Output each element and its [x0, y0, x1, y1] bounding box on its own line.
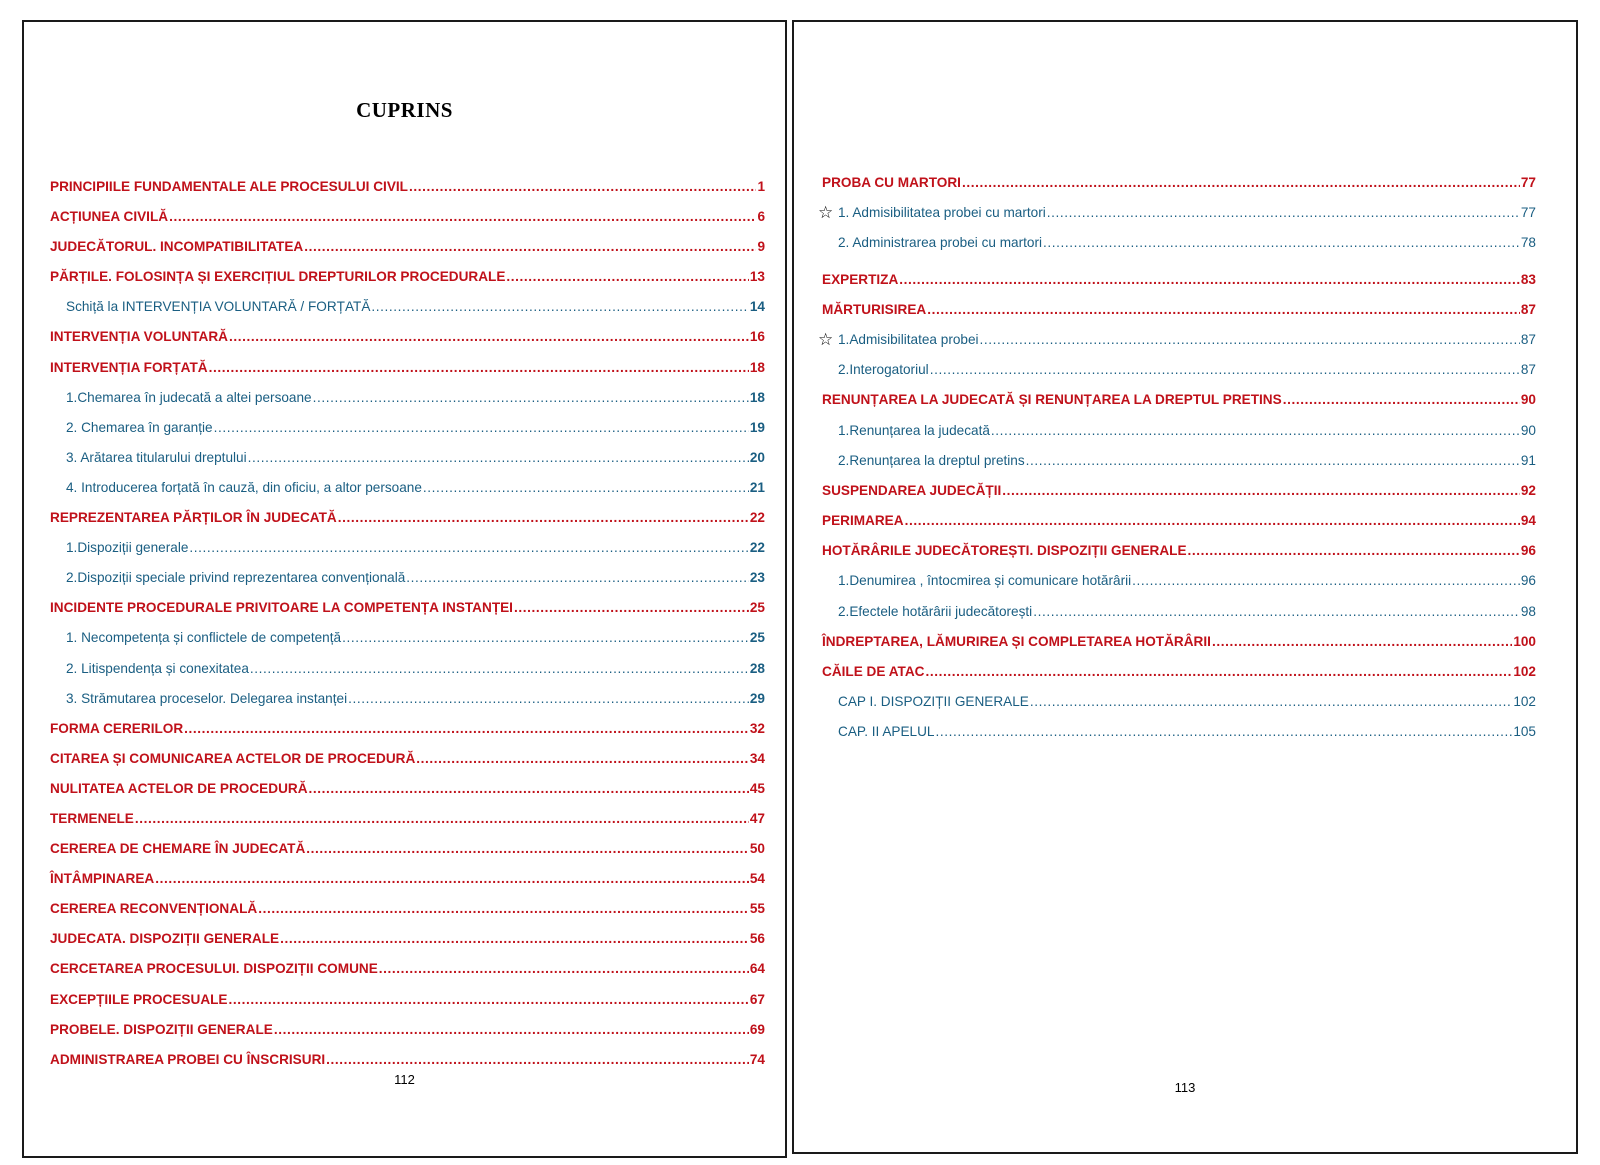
star-icon: ☆: [818, 329, 834, 349]
leader-dots: [1212, 627, 1512, 657]
toc-entry-label: 1.Dispoziții generale: [66, 540, 189, 556]
toc-entry[interactable]: [822, 536, 1536, 566]
toc-page-number: 21: [749, 479, 765, 495]
toc-page-number: 29: [749, 690, 765, 706]
leader-dots: [313, 383, 749, 413]
table-of-contents: [50, 172, 765, 1075]
leader-dots: [309, 774, 749, 804]
toc-page-number: 18: [749, 359, 765, 375]
toc-page-number: 96: [1520, 543, 1536, 559]
toc-page-number: 47: [749, 810, 765, 826]
toc-page-number: 90: [1520, 392, 1536, 408]
toc-page-number: 22: [749, 510, 765, 526]
toc-entry[interactable]: [50, 202, 765, 232]
toc-subentry[interactable]: [822, 687, 1536, 717]
toc-page-number: 9: [757, 239, 765, 255]
toc-entry-label: CĂILE DE ATAC: [822, 664, 925, 679]
toc-entry-label: JUDECĂTORUL. INCOMPATIBILITATEA: [50, 239, 304, 255]
toc-subentry[interactable]: [50, 533, 765, 563]
leader-dots: [214, 413, 749, 443]
page-right: [792, 20, 1578, 1154]
toc-entry[interactable]: [50, 774, 765, 804]
toc-entry[interactable]: [50, 503, 765, 533]
toc-entry[interactable]: [822, 168, 1536, 198]
toc-page-number: 83: [1520, 271, 1536, 287]
toc-entry-label: PROBA CU MARTORI: [822, 175, 961, 190]
toc-page-number: 102: [1513, 664, 1536, 679]
leader-dots: [409, 172, 756, 202]
leader-dots: [135, 804, 749, 834]
leader-dots: [905, 506, 1520, 536]
leader-dots: [1188, 536, 1520, 566]
toc-entry-label: NULITATEA ACTELOR DE PROCEDURĂ: [50, 780, 308, 796]
toc-entry-label: INTERVENȚIA VOLUNTARĂ: [50, 329, 228, 345]
toc-subentry[interactable]: [50, 563, 765, 593]
toc-entry-label: 2. Chemarea în garanție: [66, 419, 213, 435]
toc-subentry[interactable]: [818, 198, 1536, 228]
toc-entry-label: EXPERTIZA: [822, 271, 899, 287]
toc-subentry[interactable]: [50, 654, 765, 684]
toc-entry-label: CAP. II APELUL: [838, 724, 935, 740]
toc-page-number: 74: [749, 1051, 765, 1067]
toc-entry-label: 1.Chemarea în judecată a altei persoane: [66, 389, 312, 405]
toc-page-number: 100: [1513, 633, 1536, 649]
toc-subentry[interactable]: [822, 228, 1536, 258]
leader-dots: [925, 657, 1512, 687]
leader-dots: [348, 684, 749, 714]
leader-dots: [229, 322, 749, 352]
leader-dots: [899, 265, 1520, 295]
toc-page-number: 19: [749, 419, 765, 435]
toc-page-number: 77: [1520, 205, 1536, 221]
toc-subentry[interactable]: [50, 623, 765, 653]
toc-entry[interactable]: [50, 232, 765, 262]
toc-subentry[interactable]: [822, 597, 1536, 627]
leader-dots: [258, 894, 749, 924]
leader-dots: [506, 262, 748, 292]
toc-page-number: 69: [749, 1021, 765, 1037]
leader-dots: [250, 654, 749, 684]
leader-dots: [338, 503, 749, 533]
leader-dots: [1283, 385, 1520, 415]
toc-page-number: 45: [749, 780, 765, 796]
toc-page-number: 14: [749, 299, 765, 315]
toc-entry-label: HOTĂRÂRILE JUDECĂTOREȘTI. DISPOZIȚII GENERALE: [822, 543, 1187, 559]
toc-entry-label: JUDECATA. DISPOZIȚII GENERALE: [50, 931, 280, 947]
toc-entry-label: 3. Strămutarea proceselor. Delegarea instanței: [66, 690, 348, 706]
toc-entry-label: EXCEPȚIILE PROCESUALE: [50, 991, 228, 1007]
leader-dots: [184, 714, 749, 744]
toc-page-number: 22: [749, 540, 765, 556]
leader-dots: [1033, 597, 1520, 627]
toc-entry-label: 2.Dispoziții speciale privind reprezentarea convențională: [66, 570, 406, 586]
toc-subentry[interactable]: [50, 292, 765, 322]
toc-page-number: 54: [749, 871, 765, 887]
toc-subentry[interactable]: [50, 473, 765, 503]
toc-subentry[interactable]: [822, 446, 1536, 476]
toc-entry[interactable]: [822, 385, 1536, 415]
toc-entry[interactable]: [50, 985, 765, 1015]
toc-subentry[interactable]: [822, 416, 1536, 446]
leader-dots: [229, 985, 749, 1015]
page-number-footer: 112: [394, 1072, 415, 1087]
toc-entry-label: 1. Admisibilitatea probei cu martori: [838, 205, 1046, 221]
leader-dots: [1030, 687, 1512, 717]
toc-page-number: 87: [1520, 362, 1536, 378]
toc-page-number: 105: [1513, 724, 1536, 740]
toc-entry-label: ÎNTÂMPINAREA: [50, 871, 155, 887]
leader-dots: [980, 325, 1520, 355]
toc-page-number: 20: [749, 449, 765, 465]
toc-page-number: 102: [1513, 694, 1536, 710]
leader-dots: [416, 744, 749, 774]
toc-page-number: 25: [749, 630, 765, 646]
toc-entry[interactable]: [50, 1045, 765, 1075]
toc-page-number: 91: [1520, 452, 1536, 468]
toc-entry[interactable]: [822, 506, 1536, 536]
toc-entry[interactable]: [50, 804, 765, 834]
toc-entry[interactable]: [50, 322, 765, 352]
toc-page-number: 25: [749, 600, 765, 616]
toc-page-number: 1: [757, 179, 765, 194]
leader-dots: [1026, 446, 1520, 476]
toc-page-number: 94: [1520, 513, 1536, 529]
leader-dots: [1002, 476, 1520, 506]
toc-page-number: 67: [749, 991, 765, 1007]
toc-page-number: 6: [757, 209, 765, 225]
toc-entry-label: CERCETAREA PROCESULUI. DISPOZIȚII COMUNE: [50, 961, 378, 977]
toc-subentry[interactable]: [50, 684, 765, 714]
toc-entry-label: INCIDENTE PROCEDURALE PRIVITOARE LA COMPETENȚA INSTANȚEI: [50, 600, 513, 616]
toc-entry[interactable]: [50, 353, 765, 383]
leader-dots: [1132, 566, 1520, 596]
toc-entry-label: 1.Renunțarea la judecată: [838, 422, 990, 438]
leader-dots: [280, 924, 749, 954]
leader-dots: [169, 202, 756, 232]
toc-entry-label: ÎNDREPTAREA, LĂMURIREA ȘI COMPLETAREA HOTĂRÂRII: [822, 633, 1211, 649]
leader-dots: [155, 864, 749, 894]
toc-subentry[interactable]: [50, 383, 765, 413]
toc-entry[interactable]: [50, 262, 765, 292]
toc-page-number: 16: [749, 329, 765, 345]
page-number-footer: 113: [1174, 1080, 1196, 1095]
toc-entry-label: 3. Arătarea titularului dreptului: [66, 449, 247, 465]
toc-entry-label: CEREREA DE CHEMARE ÎN JUDECATĂ: [50, 841, 306, 857]
page-left: [22, 20, 787, 1158]
toc-subentry[interactable]: [822, 717, 1536, 747]
toc-page-number: 18: [749, 389, 765, 405]
page-title: CUPRINS: [356, 98, 453, 122]
toc-page-number: 50: [749, 841, 765, 857]
toc-entry[interactable]: [822, 657, 1536, 687]
toc-page-number: 32: [749, 720, 765, 736]
toc-entry[interactable]: [822, 265, 1536, 295]
leader-dots: [304, 232, 756, 262]
toc-page-number: 28: [749, 660, 765, 676]
toc-entry-label: PĂRȚILE. FOLOSINȚA ȘI EXERCIȚIUL DREPTURILOR PROCEDURALE: [50, 269, 506, 285]
leader-dots: [209, 353, 749, 383]
toc-page-number: 23: [749, 570, 765, 586]
toc-entry[interactable]: [822, 476, 1536, 506]
toc-subentry[interactable]: [50, 443, 765, 473]
leader-dots: [406, 563, 749, 593]
toc-page-number: 56: [749, 931, 765, 947]
leader-dots: [274, 1015, 749, 1045]
toc-entry-label: RENUNȚAREA LA JUDECATĂ ȘI RENUNȚAREA LA DREPTUL PRETINS: [822, 392, 1282, 408]
leader-dots: [991, 416, 1520, 446]
toc-page-number: 87: [1520, 331, 1536, 347]
toc-page-number: 78: [1520, 235, 1536, 251]
toc-entry-label: REPREZENTAREA PĂRȚILOR ÎN JUDECATĂ: [50, 510, 337, 526]
toc-entry-label: Schiță la INTERVENȚIA VOLUNTARĂ / FORȚATĂ: [66, 299, 371, 315]
toc-entry-label: FORMA CERERILOR: [50, 720, 184, 736]
toc-entry-label: PROBELE. DISPOZIȚII GENERALE: [50, 1021, 273, 1037]
toc-entry-label: SUSPENDAREA JUDECĂȚII: [822, 482, 1002, 498]
toc-entry-label: 1.Admisibilitatea probei: [838, 331, 979, 347]
toc-entry-label: CAP I. DISPOZIȚII GENERALE: [838, 694, 1029, 710]
toc-page-number: 77: [1520, 175, 1536, 190]
table-of-contents: [818, 168, 1536, 748]
leader-dots: [1047, 198, 1520, 228]
leader-dots: [1043, 228, 1520, 258]
toc-entry[interactable]: [50, 1015, 765, 1045]
toc-entry-label: 2. Litispendența și conexitatea: [66, 660, 249, 676]
toc-page-number: 92: [1520, 482, 1536, 498]
star-icon: ☆: [818, 203, 834, 223]
toc-entry-label: ACȚIUNEA CIVILĂ: [50, 209, 169, 225]
leader-dots: [935, 717, 1512, 747]
toc-entry[interactable]: [50, 954, 765, 984]
leader-dots: [371, 292, 748, 322]
toc-page-number: 64: [749, 961, 765, 977]
toc-entry-label: PRINCIPIILE FUNDAMENTALE ALE PROCESULUI CIVIL: [50, 179, 408, 194]
toc-entry[interactable]: [50, 744, 765, 774]
toc-page-number: 87: [1520, 301, 1536, 317]
toc-entry-label: CEREREA RECONVENȚIONALĂ: [50, 901, 258, 917]
leader-dots: [962, 168, 1520, 198]
toc-entry[interactable]: [822, 627, 1536, 657]
leader-dots: [514, 593, 749, 623]
leader-dots: [423, 473, 749, 503]
leader-dots: [189, 533, 748, 563]
toc-entry-label: MĂRTURISIREA: [822, 301, 927, 317]
toc-subentry[interactable]: [50, 413, 765, 443]
toc-entry-label: 2.Efectele hotărârii judecătorești: [838, 603, 1033, 619]
leader-dots: [248, 443, 749, 473]
toc-entry-label: 2.Interogatoriul: [838, 362, 929, 378]
toc-entry[interactable]: [822, 295, 1536, 325]
toc-entry-label: TERMENELE: [50, 810, 134, 826]
toc-entry-label: 1. Necompetența și conflictele de competență: [66, 630, 342, 646]
toc-entry-label: INTERVENȚIA FORȚATĂ: [50, 359, 208, 375]
toc-page-number: 34: [749, 750, 765, 766]
toc-entry-label: ADMINISTRAREA PROBEI CU ÎNSCRISURI: [50, 1051, 326, 1067]
toc-page-number: 90: [1520, 422, 1536, 438]
toc-subentry[interactable]: [818, 325, 1536, 355]
toc-entry-label: 4. Introducerea forțată în cauză, din oficiu, a altor persoane: [66, 479, 422, 495]
toc-page-number: 55: [749, 901, 765, 917]
toc-subentry[interactable]: [822, 566, 1536, 596]
toc-entry[interactable]: [50, 172, 765, 202]
toc-entry[interactable]: [50, 924, 765, 954]
toc-entry[interactable]: [50, 834, 765, 864]
leader-dots: [342, 623, 749, 653]
toc-page-number: 13: [749, 269, 765, 285]
toc-subentry[interactable]: [822, 355, 1536, 385]
toc-entry-label: CITAREA ȘI COMUNICAREA ACTELOR DE PROCEDURĂ: [50, 750, 416, 766]
toc-entry[interactable]: [50, 864, 765, 894]
leader-dots: [930, 355, 1520, 385]
toc-entry-label: 2.Renunțarea la dreptul pretins: [838, 452, 1025, 468]
toc-entry[interactable]: [50, 593, 765, 623]
toc-entry-label: 2. Administrarea probei cu martori: [838, 235, 1042, 251]
toc-entry[interactable]: [50, 714, 765, 744]
leader-dots: [379, 954, 749, 984]
leader-dots: [306, 834, 749, 864]
toc-page-number: 98: [1520, 603, 1536, 619]
toc-entry[interactable]: [50, 894, 765, 924]
toc-page-number: 96: [1520, 573, 1536, 589]
leader-dots: [326, 1045, 749, 1075]
toc-entry-label: 1.Denumirea , întocmirea și comunicare hotărârii: [838, 573, 1132, 589]
toc-entry-label: PERIMAREA: [822, 513, 904, 529]
leader-dots: [927, 295, 1520, 325]
